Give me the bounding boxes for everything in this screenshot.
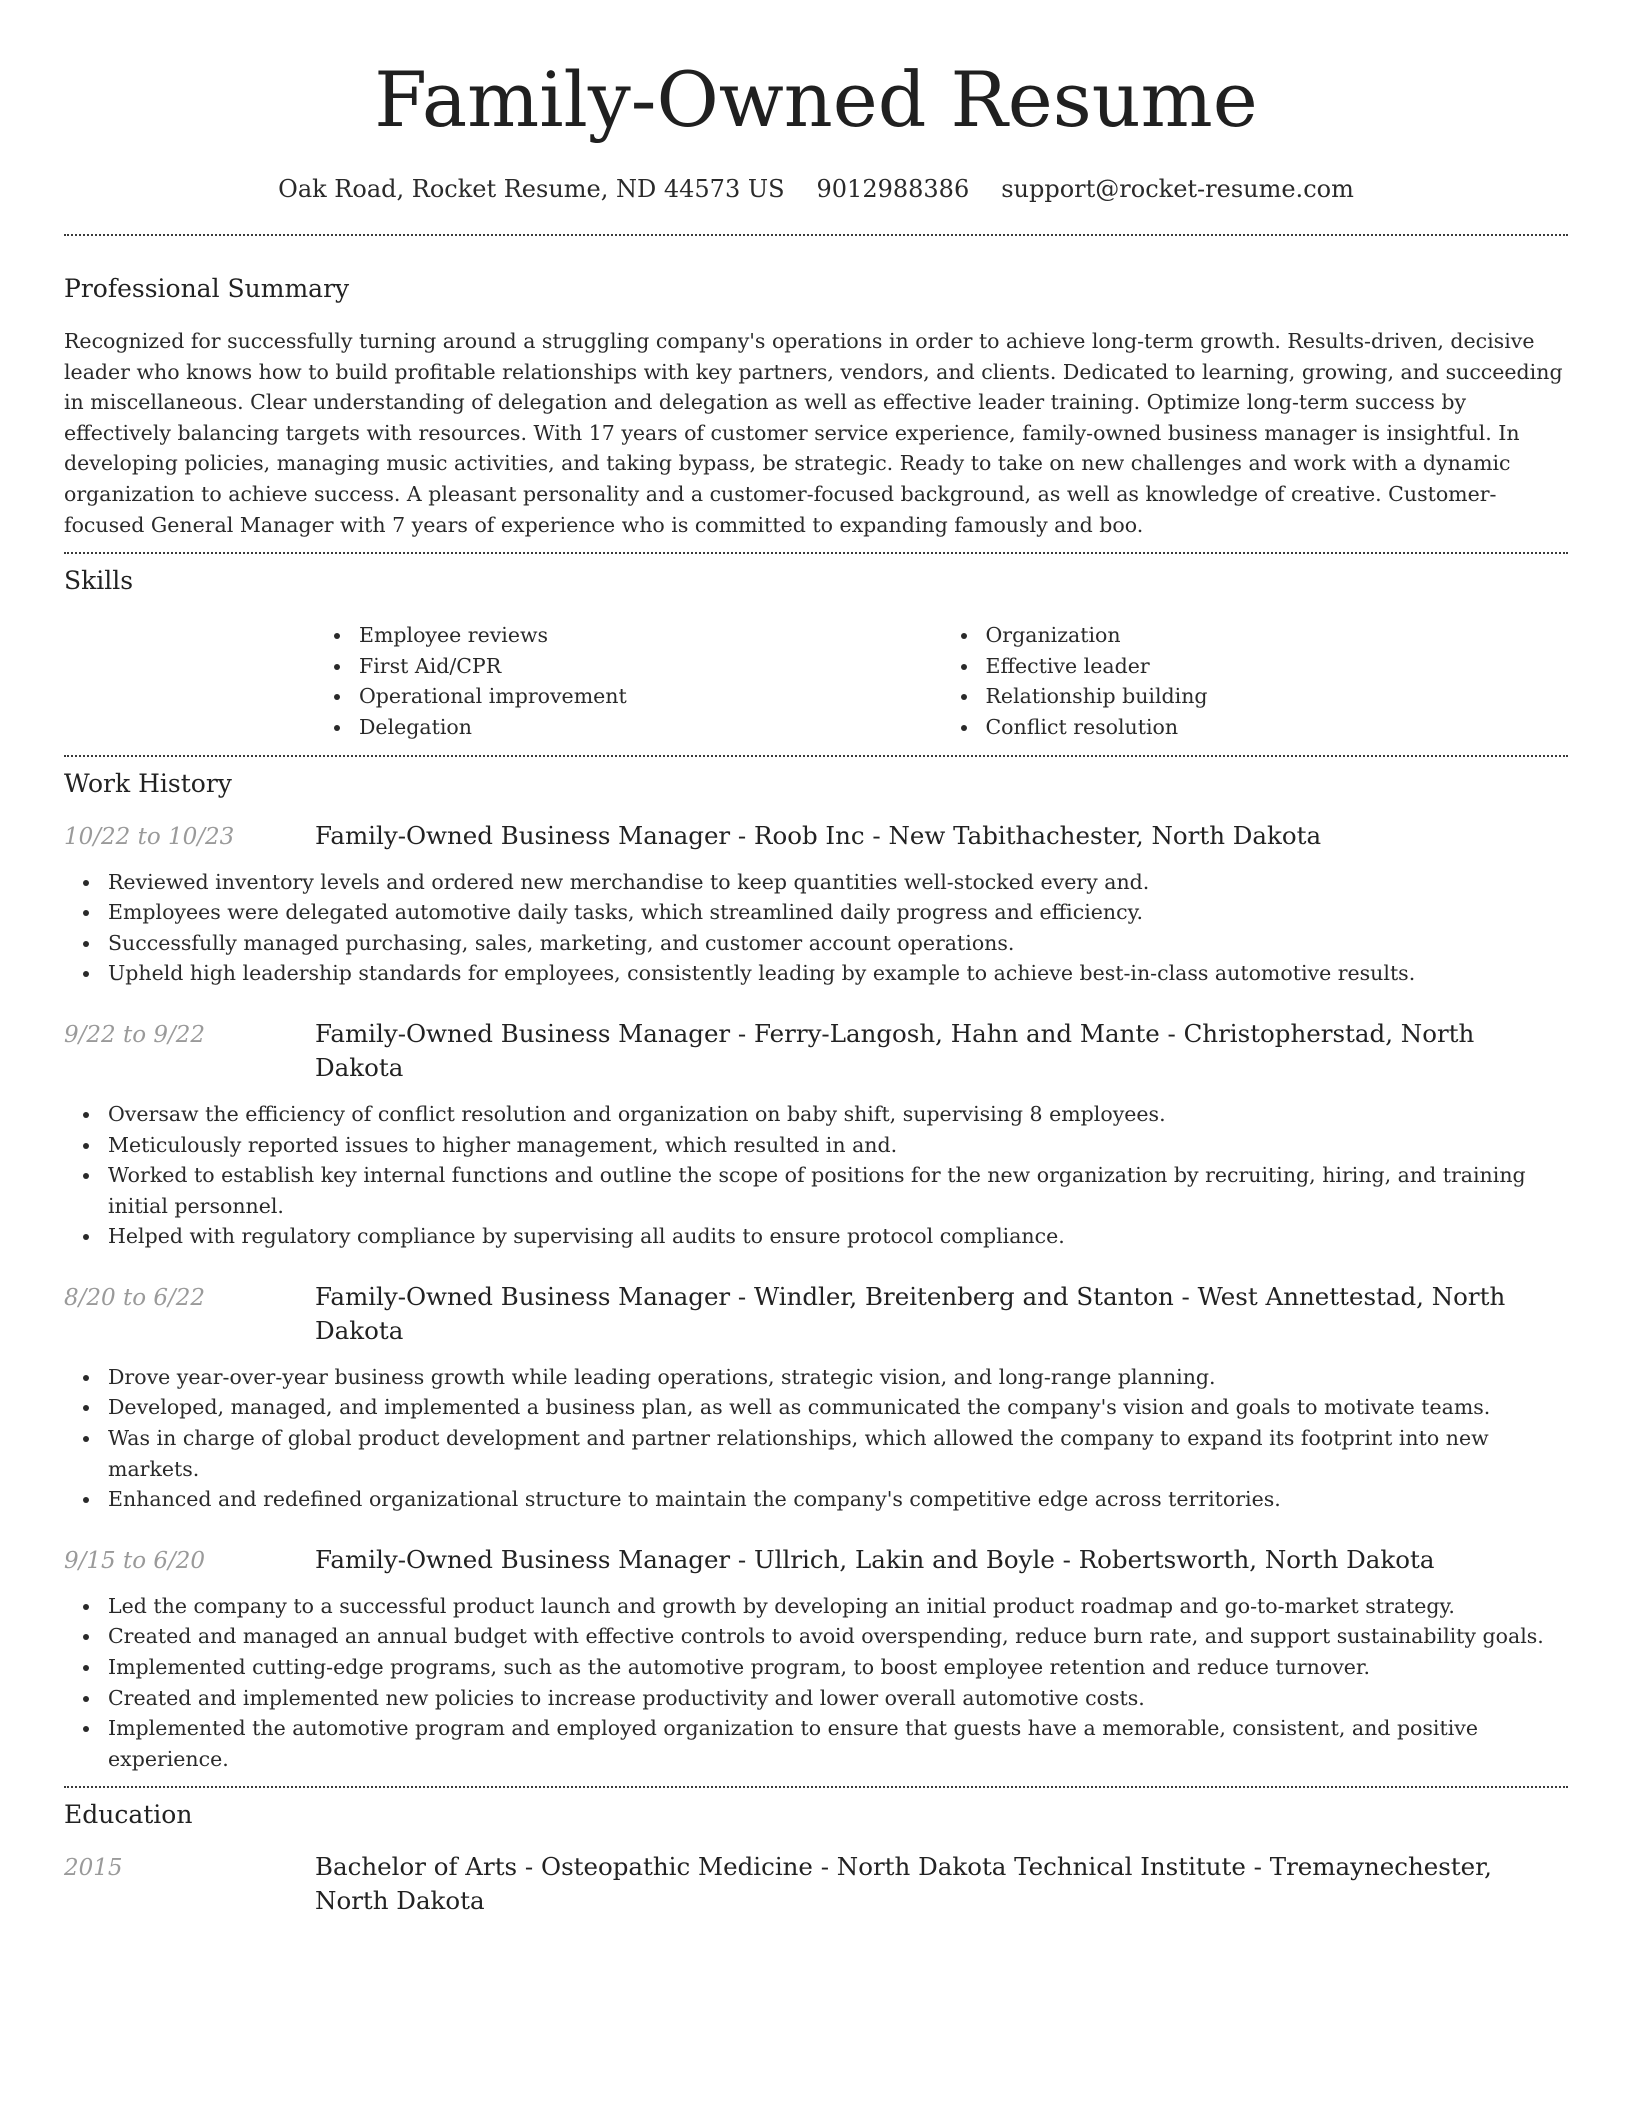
job-bullet: Drove year-over-year business growth while leading operations, strategic vision, and long-range planning. [108,1362,1568,1393]
job-bullet: Implemented the automotive program and employed organization to ensure that guests have a memorable, consistent, and positive experience. [108,1713,1568,1774]
job-bullets [64,1591,1568,1775]
job-bullets [64,1362,1568,1515]
education-date: 2015 [64,1855,123,1882]
job-entry [64,819,1568,989]
job-header [64,1280,1568,1348]
job-header [64,819,1568,853]
job-date: 9/15 to 6/20 [64,1547,206,1574]
skills-list-left [315,620,942,742]
summary-section [64,236,1568,540]
job-bullet: Created and implemented new policies to increase productivity and lower overall automotive costs. [108,1683,1568,1714]
job-bullet: Oversaw the efficiency of conflict resolution and organization on baby shift, supervising 8 employees. [108,1099,1568,1130]
skills-section [64,554,1568,742]
skill-item: Conflict resolution [986,712,1569,743]
skill-item: Organization [986,620,1569,651]
skill-item: First Aid/CPR [359,651,942,682]
job-title: Family-Owned Business Manager - Ullrich, Lakin and Boyle - Robertsworth, North Dakota [315,1544,1435,1574]
job-bullet: Created and managed an annual budget with effective controls to avoid overspending, reduce burn rate, and support sustainability goals. [108,1621,1568,1652]
education-heading: Education [64,1800,193,1830]
skill-item: Delegation [359,712,942,743]
job-bullet: Implemented cutting-edge programs, such as the automotive program, to boost employee retention and reduce turnover. [108,1652,1568,1683]
job-bullet: Reviewed inventory levels and ordered new merchandise to keep quantities well-stocked every and. [108,867,1568,898]
job-bullet: Helped with regulatory compliance by supervising all audits to ensure protocol compliance. [108,1221,1568,1252]
contact-email: support@rocket-resume.com [1001,175,1354,203]
job-date: 8/20 to 6/22 [64,1284,206,1311]
education-title: Bachelor of Arts - Osteopathic Medicine - North Dakota Technical Institute - Tremaynechester, North Dakota [315,1852,1492,1916]
skills-grid [315,620,1568,742]
job-entry [64,1280,1568,1515]
job-bullet: Enhanced and redefined organizational structure to maintain the company's competitive edge across territories. [108,1484,1568,1515]
work-heading: Work History [64,768,232,798]
resume-name: Family-Owned Resume [374,55,1258,144]
job-bullet: Developed, managed, and implemented a business plan, as well as communicated the company's vision and goals to motivate teams. [108,1392,1568,1423]
education-section [64,1788,1568,1918]
job-entry [64,1017,1568,1252]
job-date: 9/22 to 9/22 [64,1021,206,1048]
job-bullet: Successfully managed purchasing, sales, marketing, and customer account operations. [108,928,1568,959]
summary-text: Recognized for successfully turning around a struggling company's operations in order to achieve long-term growth. Results-driven, decisive leader who knows how to build profitable relationships with key partners, vendors, and clients. Dedicated to learning, growing, and succeeding in miscellaneous. Clear understanding of delegation and delegation as well as effective leader training. Optimize long-term success by effectively balancing targets with resources. With 17 years of customer service experience, family-owned business manager is insightful. In developing policies, managing music activities, and taking bypass, be strategic. Ready to take on new challenges and work with a dynamic organization to achieve success. A pleasant personality and a customer-focused background, as well as knowledge of creative. Customer-focused General Manager with 7 years of experience who is committed to expanding famously and boo. [64,329,1563,537]
skill-item: Employee reviews [359,620,942,651]
work-section [64,757,1568,1775]
skills-heading: Skills [64,566,134,596]
skills-list-right [942,620,1569,742]
contact-phone: 9012988386 [816,175,970,203]
skill-item: Effective leader [986,651,1569,682]
job-bullets [64,867,1568,989]
job-bullet: Upheld high leadership standards for employees, consistently leading by example to achieve best-in-class automotive results. [108,958,1568,989]
job-entry [64,1543,1568,1775]
job-date: 10/22 to 10/23 [64,823,235,850]
summary-heading: Professional Summary [64,274,350,303]
job-bullet: Led the company to a successful product launch and growth by developing an initial product roadmap and go-to-market strategy. [108,1591,1568,1622]
job-bullet: Meticulously reported issues to higher management, which resulted in and. [108,1130,1568,1161]
education-entry [64,1850,1568,1918]
skill-item: Relationship building [986,681,1569,712]
job-title: Family-Owned Business Manager - Roob Inc - New Tabithachester, North Dakota [315,820,1322,850]
contact-line [64,174,1568,204]
job-bullet: Was in charge of global product development and partner relationships, which allowed the company to expand its footprint into new markets. [108,1423,1568,1484]
job-bullets [64,1099,1568,1252]
contact-address: Oak Road, Rocket Resume, ND 44573 US [278,175,785,203]
job-title: Family-Owned Business Manager - Ferry-Langosh, Hahn and Mante - Christopherstad, North Dakota [315,1018,1475,1082]
job-header [64,1017,1568,1085]
job-header [64,1543,1568,1577]
job-bullet: Employees were delegated automotive daily tasks, which streamlined daily progress and efficiency. [108,897,1568,928]
job-title: Family-Owned Business Manager - Windler, Breitenberg and Stanton - West Annettestad, North Dakota [315,1281,1506,1345]
job-bullet: Worked to establish key internal functions and outline the scope of positions for the new organization by recruiting, hiring, and training initial personnel. [108,1160,1568,1221]
skill-item: Operational improvement [359,681,942,712]
